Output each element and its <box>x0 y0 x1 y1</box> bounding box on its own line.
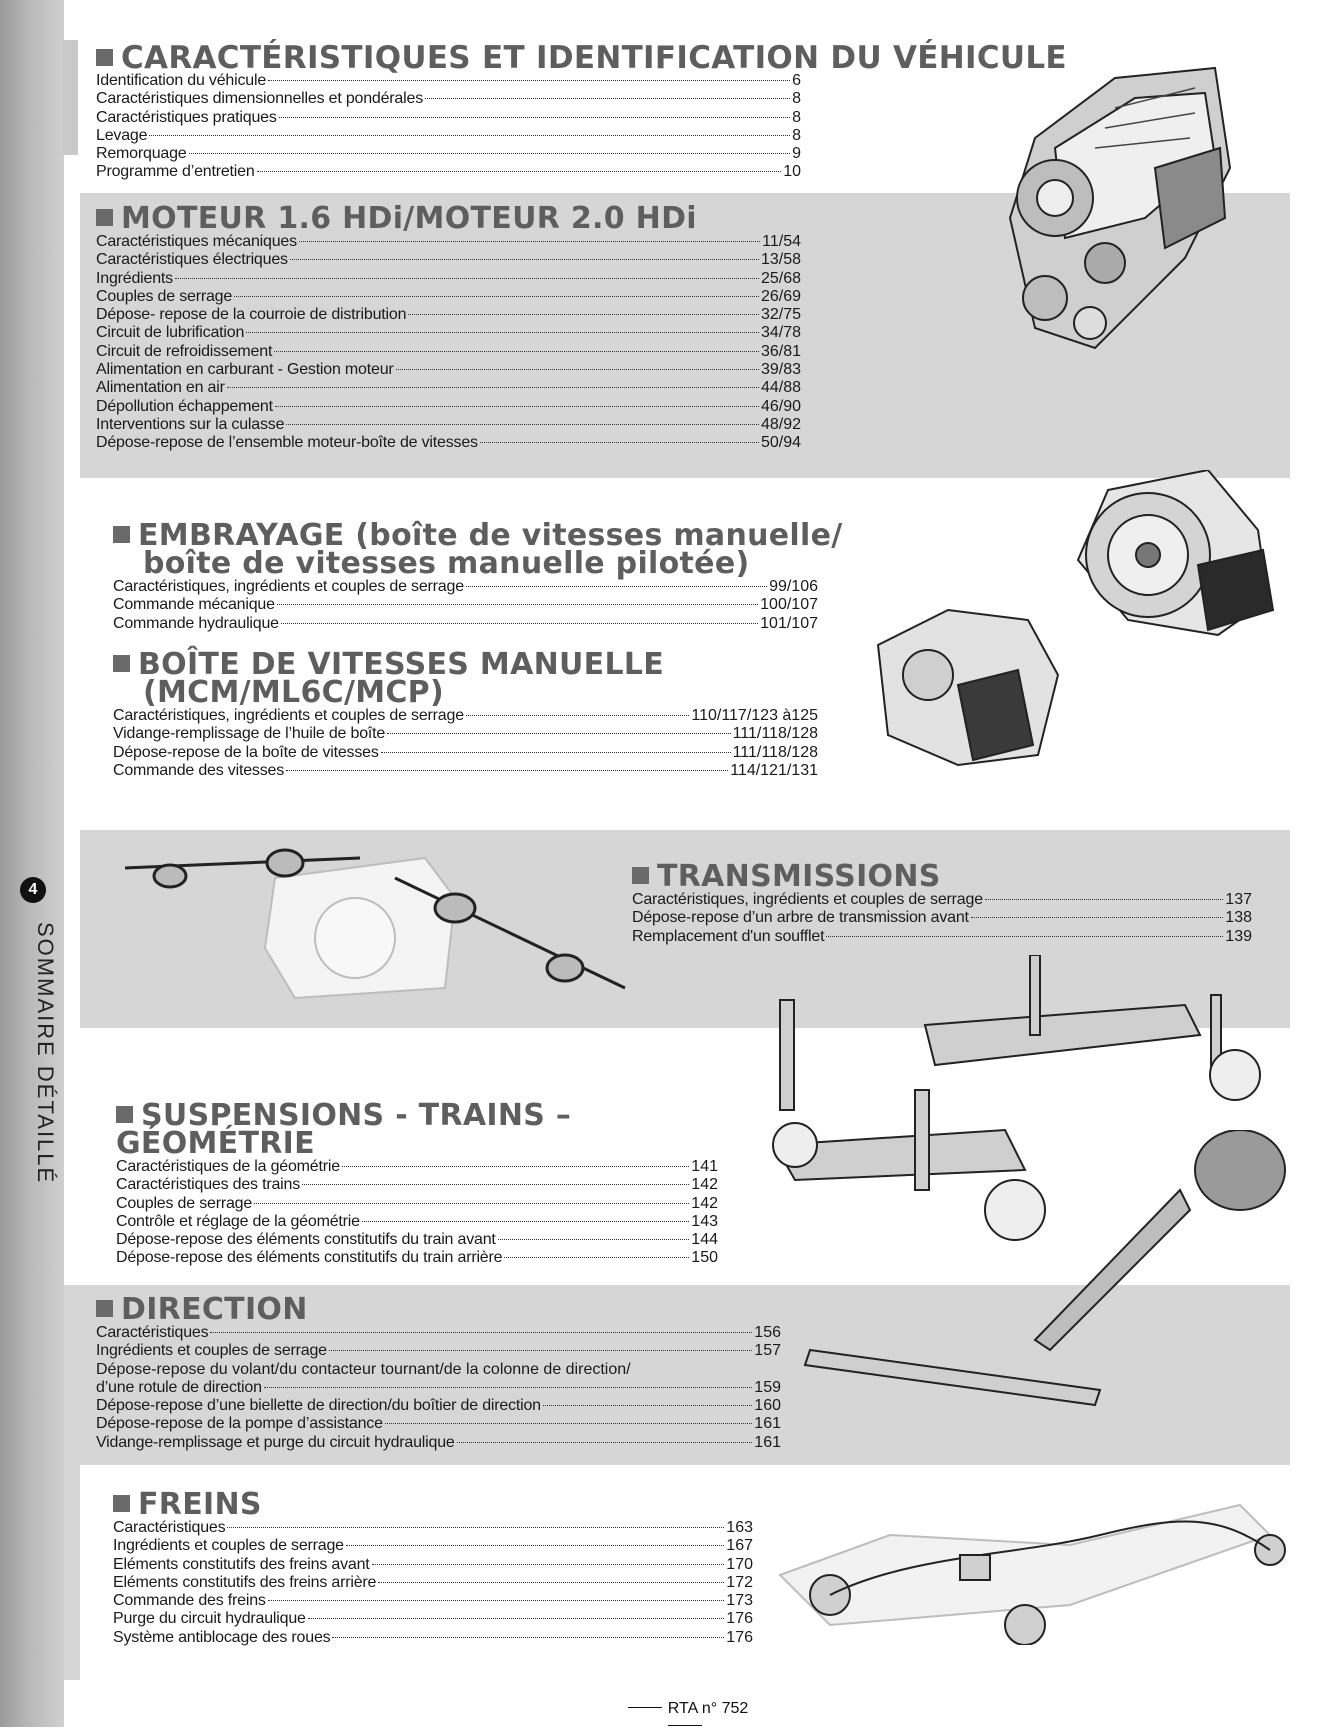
toc-label: Alimentation en carburant - Gestion moteur <box>96 361 394 379</box>
section-vehicule <box>96 40 1096 182</box>
toc-label: Système antiblocage des roues <box>113 1628 331 1646</box>
toc-page: 137 <box>1225 891 1252 908</box>
toc-page: 32/75 <box>760 306 801 324</box>
toc-entry[interactable] <box>96 1361 781 1398</box>
toc-page: 10 <box>783 163 801 181</box>
toc-page: 141 <box>691 1158 718 1175</box>
toc-page: 163 <box>726 1519 753 1536</box>
toc-label: Commande des vitesses <box>113 761 284 779</box>
section-title <box>113 1487 763 1522</box>
square-bullet-icon <box>116 1106 133 1123</box>
toc-list <box>96 233 801 453</box>
toc-label: Caractéristiques, ingrédients et couples de serrage <box>113 578 464 595</box>
toc-page: 11/54 <box>762 233 801 250</box>
square-bullet-icon <box>113 1495 130 1512</box>
section-title-text: CARACTÉRISTIQUES ET IDENTIFICATION DU VÉHICULE <box>121 40 1067 76</box>
engine-illustration <box>995 48 1235 358</box>
toc-label: Commande mécanique <box>113 596 275 614</box>
toc-entry[interactable] <box>632 891 1252 909</box>
toc-page: 100/107 <box>760 596 818 614</box>
toc-page: 8 <box>792 108 801 126</box>
gearbox-illustration <box>868 605 1068 770</box>
toc-label: Eléments constitutifs des freins avant <box>113 1555 370 1573</box>
toc-label: Dépose-repose des éléments constitutifs du train arrière <box>116 1249 503 1267</box>
toc-entry[interactable] <box>96 343 801 361</box>
section-title <box>96 201 816 236</box>
toc-entry[interactable] <box>96 109 801 127</box>
toc-entry[interactable] <box>116 1249 718 1267</box>
toc-page: 114/121/131 <box>730 761 818 779</box>
toc-label: Vidange-remplissage de l’huile de boîte <box>113 725 386 743</box>
toc-list <box>96 72 801 182</box>
toc-list <box>96 1324 781 1452</box>
section-title-text: TRANSMISSIONS <box>657 859 941 894</box>
section-title-line2: boîte de vitesses manuelle pilotée) <box>143 546 750 581</box>
panel-freins-left <box>64 1465 80 1680</box>
toc-page: 36/81 <box>760 342 801 360</box>
toc-label: Couples de serrage <box>116 1194 253 1212</box>
toc-page: 156 <box>754 1324 781 1341</box>
toc-label: Eléments constitutifs des freins arrière <box>113 1573 377 1591</box>
toc-page: 144 <box>691 1231 718 1249</box>
toc-entry[interactable] <box>113 1556 753 1574</box>
toc-page: 142 <box>691 1176 718 1194</box>
steering-illustration <box>790 1130 1290 1430</box>
toc-page: 26/69 <box>760 287 801 305</box>
toc-entry[interactable] <box>113 1574 753 1592</box>
square-bullet-icon <box>96 1300 113 1317</box>
toc-page: 110/117/123 à125 <box>691 707 818 724</box>
toc-entry[interactable] <box>113 1610 753 1628</box>
driveshaft-illustration <box>125 838 630 1003</box>
toc-label: Caractéristiques <box>113 1519 226 1536</box>
brakes-illustration <box>770 1465 1290 1645</box>
toc-page: 34/78 <box>760 324 801 342</box>
footer-text: RTA n° 752 <box>667 1700 749 1717</box>
toc-entry[interactable] <box>113 596 818 614</box>
square-bullet-icon <box>113 655 130 672</box>
toc-page: 138 <box>1225 909 1252 927</box>
section-title-text: DIRECTION <box>121 1292 308 1327</box>
toc-page: 157 <box>754 1342 781 1360</box>
section-freins <box>113 1487 763 1647</box>
section-title <box>113 518 913 581</box>
toc-page: 9 <box>792 145 801 163</box>
toc-page: 111/118/128 <box>732 743 818 761</box>
toc-page: 176 <box>726 1610 753 1628</box>
toc-label: Dépose-repose d’une biellette de direction/du boîtier de direction <box>96 1397 541 1415</box>
toc-entry[interactable] <box>113 762 818 780</box>
toc-page: 111/118/128 <box>732 725 818 743</box>
toc-page: 159 <box>754 1378 781 1396</box>
toc-label: Ingrédients et couples de serrage <box>113 1537 344 1555</box>
toc-label: Purge du circuit hydraulique <box>113 1610 306 1628</box>
toc-page: 150 <box>691 1249 718 1267</box>
toc-page: 39/83 <box>760 361 801 379</box>
toc-entry[interactable] <box>632 928 1252 946</box>
toc-label: Caractéristiques, ingrédients et couples de serrage <box>113 707 464 724</box>
toc-label-continued: d’une rotule de direction <box>96 1378 262 1396</box>
toc-entry[interactable] <box>113 707 818 725</box>
toc-page: 8 <box>792 90 801 108</box>
section-moteur <box>96 201 816 453</box>
toc-page: 167 <box>726 1537 753 1555</box>
toc-page: 101/107 <box>760 614 818 632</box>
toc-label: Remplacement d'un soufflet <box>632 927 825 945</box>
section-embrayage <box>113 518 913 633</box>
toc-label: Interventions sur la culasse <box>96 415 285 433</box>
toc-page: 99/106 <box>769 578 818 595</box>
toc-entry[interactable] <box>113 725 818 743</box>
toc-entry[interactable] <box>96 270 801 288</box>
toc-entry[interactable] <box>96 379 801 397</box>
toc-entry[interactable] <box>116 1176 718 1194</box>
toc-page: 143 <box>691 1212 718 1230</box>
clutch-illustration <box>1068 470 1278 640</box>
section-title-text: SUSPENSIONS - TRAINS – GÉOMÉTRIE <box>116 1098 572 1161</box>
toc-label: Caractéristiques dimensionnelles et pondérales <box>96 90 423 108</box>
toc-entry[interactable] <box>96 127 801 145</box>
toc-label: Commande hydraulique <box>113 614 279 632</box>
toc-entry[interactable] <box>96 434 801 452</box>
toc-page: 170 <box>726 1555 753 1573</box>
toc-label: Commande des freins <box>113 1592 266 1610</box>
toc-entry[interactable] <box>96 163 801 181</box>
toc-label: Caractéristiques mécaniques <box>96 233 297 250</box>
toc-entry[interactable] <box>96 1434 781 1452</box>
toc-list <box>113 1519 753 1647</box>
toc-list <box>632 891 1252 946</box>
toc-list <box>116 1158 718 1268</box>
toc-label: Alimentation en air <box>96 379 225 397</box>
toc-label: Contrôle et réglage de la géométrie <box>116 1212 360 1230</box>
toc-entry[interactable] <box>96 90 801 108</box>
toc-page: 46/90 <box>760 397 801 415</box>
toc-page: 13/58 <box>760 251 801 269</box>
toc-label: Levage <box>96 126 148 144</box>
square-bullet-icon <box>96 209 113 226</box>
toc-label: Caractéristiques <box>96 1324 209 1341</box>
toc-label: Identification du véhicule <box>96 72 267 89</box>
toc-page: 44/88 <box>760 379 801 397</box>
toc-label: Vidange-remplissage et purge du circuit hydraulique <box>96 1433 455 1451</box>
toc-entry[interactable] <box>96 288 801 306</box>
toc-page: 50/94 <box>760 434 801 452</box>
toc-entry[interactable] <box>96 361 801 379</box>
toc-label: Dépose-repose du volant/du contacteur tournant/de la colonne de direction/ <box>96 1360 631 1378</box>
toc-page: 173 <box>726 1592 753 1610</box>
toc-page: 172 <box>726 1573 753 1591</box>
toc-label: Caractéristiques pratiques <box>96 108 277 126</box>
toc-entry[interactable] <box>96 324 801 342</box>
toc-label: Circuit de lubrification <box>96 324 245 342</box>
toc-entry[interactable] <box>632 909 1252 927</box>
section-title-line1: EMBRAYAGE (boîte de vitesses manuelle/ <box>138 518 843 553</box>
left-sidebar <box>0 0 64 1727</box>
toc-page: 48/92 <box>760 415 801 433</box>
section-title <box>96 40 1096 76</box>
section-title <box>116 1098 756 1161</box>
toc-page: 142 <box>691 1194 718 1212</box>
toc-label: Caractéristiques, ingrédients et couples de serrage <box>632 891 983 908</box>
toc-page: 25/68 <box>760 269 801 287</box>
toc-entry[interactable] <box>113 1629 753 1647</box>
toc-label: Ingrédients <box>96 269 173 287</box>
toc-label: Caractéristiques de la géométrie <box>116 1158 340 1175</box>
toc-label: Dépose-repose des éléments constitutifs du train avant <box>116 1231 496 1249</box>
toc-entry[interactable] <box>113 744 818 762</box>
toc-entry[interactable] <box>96 145 801 163</box>
toc-list <box>113 707 818 780</box>
toc-label: Dépose-repose de la pompe d’assistance <box>96 1415 383 1433</box>
toc-entry[interactable] <box>96 416 801 434</box>
sidebar-top-block <box>62 40 78 155</box>
section-title <box>96 1292 796 1327</box>
toc-entry[interactable] <box>96 306 801 324</box>
toc-entry[interactable] <box>96 1324 781 1342</box>
section-transmissions <box>632 859 1252 946</box>
toc-label: Dépose-repose de la boîte de vitesses <box>113 743 379 761</box>
section-suspensions <box>116 1098 756 1268</box>
toc-label: Caractéristiques électriques <box>96 251 288 269</box>
toc-entry[interactable] <box>96 398 801 416</box>
toc-page: 8 <box>792 126 801 144</box>
page-footer <box>600 1700 770 1736</box>
toc-entry[interactable] <box>116 1231 718 1249</box>
toc-label: Circuit de refroidissement <box>96 342 273 360</box>
toc-page: 6 <box>792 72 801 89</box>
toc-entry[interactable] <box>96 1397 781 1415</box>
section-boite <box>113 647 833 780</box>
section-title <box>632 859 1252 894</box>
page-number-badge: 4 <box>20 877 46 903</box>
toc-page: 176 <box>726 1628 753 1646</box>
section-title-line2: (MCM/ML6C/MCP) <box>143 675 444 710</box>
section-direction <box>96 1292 796 1452</box>
sidebar-title: SOMMAIRE DÉTAILLÉ <box>33 922 58 1185</box>
toc-label: Programme d’entretien <box>96 163 255 181</box>
toc-entry[interactable] <box>96 251 801 269</box>
toc-entry[interactable] <box>96 1415 781 1433</box>
toc-label: Ingrédients et couples de serrage <box>96 1342 327 1360</box>
square-bullet-icon <box>632 867 649 884</box>
toc-label: Dépollution échappement <box>96 397 273 415</box>
toc-label: Caractéristiques des trains <box>116 1176 301 1194</box>
toc-label: Remorquage <box>96 145 187 163</box>
toc-page: 161 <box>754 1415 781 1433</box>
toc-page: 161 <box>754 1433 781 1451</box>
toc-entry[interactable] <box>113 1537 753 1555</box>
toc-page: 139 <box>1225 927 1252 945</box>
toc-label: Dépose- repose de la courroie de distribution <box>96 306 407 324</box>
toc-label: Dépose-repose d’un arbre de transmission avant <box>632 909 969 927</box>
square-bullet-icon <box>113 526 130 543</box>
section-title-text: MOTEUR 1.6 HDi/MOTEUR 2.0 HDi <box>121 201 697 236</box>
toc-entry[interactable] <box>116 1213 718 1231</box>
toc-page: 160 <box>754 1397 781 1415</box>
toc-entry[interactable] <box>113 615 818 633</box>
toc-label: Dépose-repose de l’ensemble moteur-boîte de vitesses <box>96 434 478 452</box>
square-bullet-icon <box>96 49 113 66</box>
section-title <box>113 647 833 710</box>
section-title-line1: BOÎTE DE VITESSES MANUELLE <box>138 647 665 682</box>
toc-list <box>113 578 818 633</box>
section-title-text: FREINS <box>138 1487 262 1522</box>
toc-entry[interactable] <box>113 1592 753 1610</box>
toc-entry[interactable] <box>116 1195 718 1213</box>
toc-entry[interactable] <box>116 1158 718 1176</box>
toc-entry[interactable] <box>96 1342 781 1360</box>
toc-entry[interactable] <box>113 1519 753 1537</box>
toc-label: Couples de serrage <box>96 287 233 305</box>
